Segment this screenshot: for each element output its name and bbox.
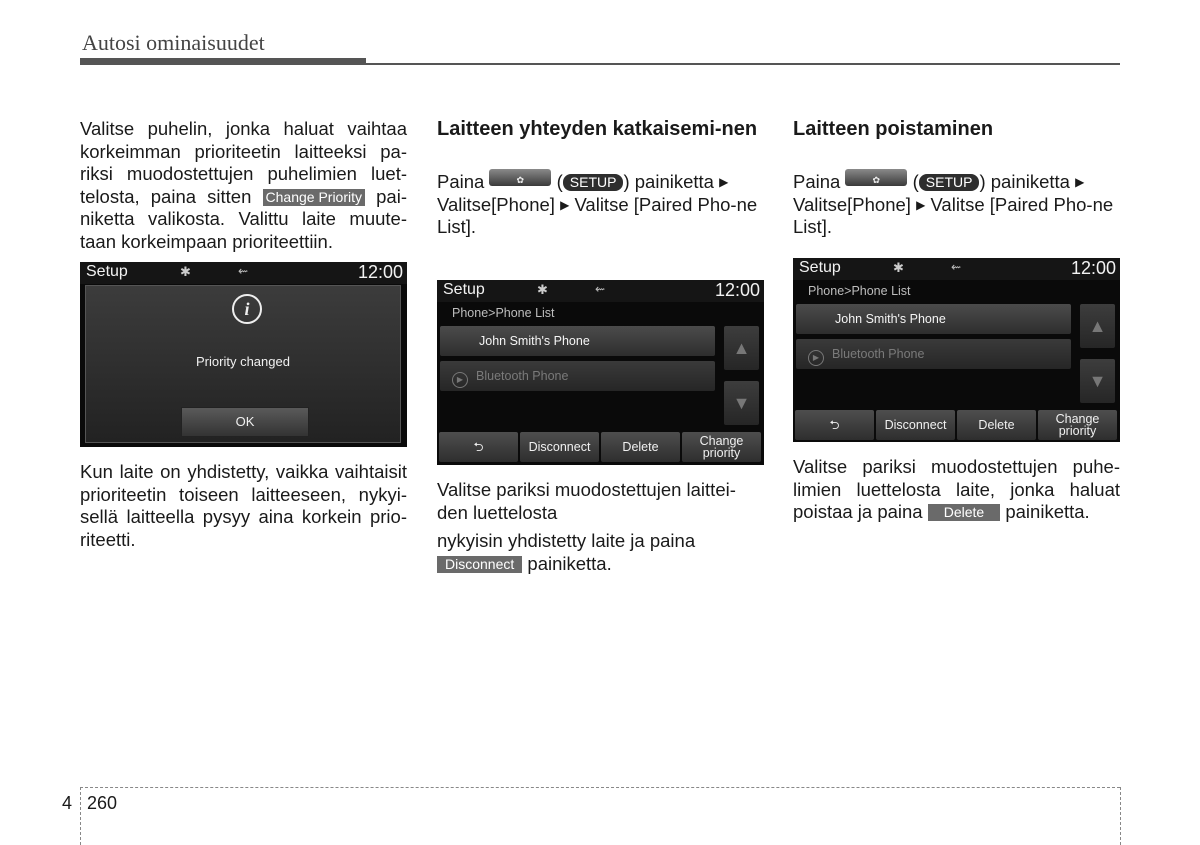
back-arrow-icon: ⮌ bbox=[473, 440, 484, 454]
header-rule-thin bbox=[366, 63, 1120, 65]
disconnect-inline-button: Disconnect bbox=[437, 556, 522, 573]
bluetooth-icon: ✱ bbox=[893, 260, 904, 275]
phone-list-item[interactable]: John Smith's Phone bbox=[796, 304, 1071, 334]
change-priority-button[interactable]: Change priority bbox=[682, 432, 761, 462]
delete-button[interactable]: Delete bbox=[601, 432, 680, 462]
play-icon: ▶ bbox=[452, 372, 468, 388]
usb-icon: ⇜ bbox=[238, 264, 249, 278]
col1-para2: Kun laite on yhdistetty, vaikka vaihtaisit prioriteetin toiseen laitteeseen, nykyi-sellä laitteella pysyy aina korkein prio-riteetti. bbox=[80, 461, 407, 550]
column-2: Laitteen yhteyden katkaisemi-nen Paina ✿ ( SETUP ) painiketta ▶ Valitse[Phone] ▶ Valitse [Paired Pho-ne List]. bbox=[437, 118, 764, 239]
play-icon: ▶ bbox=[808, 350, 824, 366]
delete-button[interactable]: Delete bbox=[957, 410, 1036, 440]
setup-hard-key-icon bbox=[845, 169, 907, 186]
section-heading-delete: Laitteen poistaminen bbox=[793, 118, 994, 140]
footer-dash-left bbox=[80, 787, 81, 845]
col1-para1-text-a: Valitse puhelin, jonka haluat vaihtaa korkeimman prioriteetin laitteeksi pa-riksi muodostettujen puhelimien luet-telosta, paina sitten bbox=[80, 118, 407, 207]
column-3-para: Valitse pariksi muodostettujen puhe-limien luettelosta laite, jonka haluat poistaa ja paina Delete painiketta. bbox=[793, 456, 1120, 522]
phone-list-item[interactable]: John Smith's Phone bbox=[440, 326, 715, 356]
screen-clock: 12:00 bbox=[1070, 258, 1116, 278]
screen-status-bar bbox=[793, 258, 1120, 280]
breadcrumb: Phone>Phone List bbox=[452, 306, 555, 320]
usb-icon: ⇜ bbox=[951, 260, 962, 274]
column-2-para: Valitse pariksi muodostettujen laittei-den luettelosta nykyisin yhdistetty laite ja paina Disconnect painiketta. bbox=[437, 479, 764, 575]
delete-inline-button: Delete bbox=[928, 504, 1000, 521]
arrow-right-icon: ▶ bbox=[719, 175, 729, 189]
bluetooth-icon: ✱ bbox=[180, 264, 191, 279]
setup-label-badge: SETUP bbox=[919, 174, 980, 191]
ok-button[interactable]: OK bbox=[181, 407, 309, 437]
phone-list-screen-delete bbox=[793, 258, 1120, 442]
back-button[interactable] bbox=[795, 410, 874, 440]
breadcrumb: Phone>Phone List bbox=[808, 284, 911, 298]
col2-para-after1: Valitse pariksi muodostettujen laittei-den luettelosta bbox=[437, 479, 736, 523]
header-rule-thick bbox=[80, 58, 366, 65]
column-1-para-2 bbox=[80, 461, 407, 551]
column-1-para-1 bbox=[80, 118, 407, 253]
running-header: Autosi ominaisuudet bbox=[82, 30, 265, 55]
screen-clock: 12:00 bbox=[714, 280, 760, 300]
screen-status-bar bbox=[80, 262, 407, 284]
priority-changed-screen bbox=[80, 262, 407, 447]
column-3: Laitteen poistaminen Paina ✿ ( SETUP ) painiketta ▶ Valitse[Phone] ▶ Valitse [Paired Pho-ne List]. bbox=[793, 118, 1120, 239]
screen-status-bar bbox=[437, 280, 764, 302]
back-button[interactable] bbox=[439, 432, 518, 462]
arrow-right-icon: ▶ bbox=[560, 197, 570, 212]
disconnect-button[interactable]: Disconnect bbox=[520, 432, 599, 462]
priority-dialog bbox=[85, 285, 401, 443]
scroll-up-icon[interactable]: ▲ bbox=[1080, 304, 1115, 348]
phone-list-item[interactable]: ▶ Bluetooth Phone bbox=[440, 361, 715, 391]
arrow-right-icon: ▶ bbox=[1075, 175, 1085, 189]
phone-list-screen-disconnect bbox=[437, 280, 764, 465]
screen-title: Setup bbox=[443, 281, 485, 298]
change-priority-inline-button: Change Priority bbox=[263, 189, 366, 206]
footer-rule bbox=[80, 787, 1120, 788]
disconnect-button[interactable]: Disconnect bbox=[876, 410, 955, 440]
screen-title: Setup bbox=[86, 263, 128, 280]
arrow-right-icon: ▶ bbox=[916, 197, 926, 212]
scroll-up-icon[interactable]: ▲ bbox=[724, 326, 759, 370]
page-number: 260 bbox=[87, 793, 118, 813]
setup-label-badge: SETUP bbox=[563, 174, 624, 191]
screen-clock: 12:00 bbox=[357, 262, 403, 282]
info-icon: i bbox=[232, 294, 262, 324]
scroll-down-icon[interactable]: ▼ bbox=[724, 381, 759, 425]
section-heading-disconnect: Laitteen yhteyden katkaisemi-nen bbox=[437, 118, 758, 140]
col2-paina: Paina bbox=[437, 171, 485, 192]
scroll-down-icon[interactable]: ▼ bbox=[1080, 359, 1115, 403]
back-arrow-icon: ⮌ bbox=[829, 418, 840, 432]
setup-hard-key-icon bbox=[489, 169, 551, 186]
phone-list-item[interactable]: ▶ Bluetooth Phone bbox=[796, 339, 1071, 369]
screen-title: Setup bbox=[799, 259, 841, 276]
footer-dash-right bbox=[1120, 787, 1121, 845]
chapter-number: 4 bbox=[62, 793, 73, 813]
change-priority-button[interactable]: Change priority bbox=[1038, 410, 1117, 440]
bluetooth-icon: ✱ bbox=[537, 282, 548, 297]
usb-icon: ⇜ bbox=[595, 282, 606, 296]
dialog-message: Priority changed bbox=[196, 354, 290, 369]
col1-para1-text-b: pai-niketta valikosta. Valittu laite muute-taan korkeimpaan prioriteettiin. bbox=[80, 185, 407, 252]
